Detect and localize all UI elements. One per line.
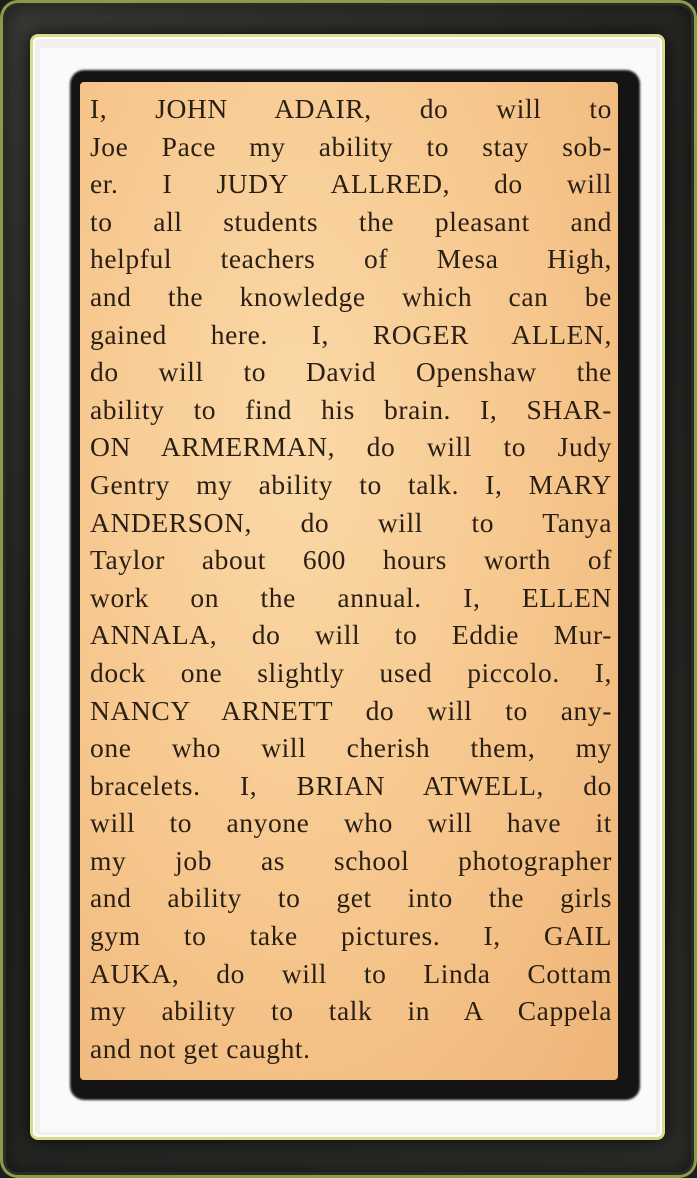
- text-line: AUKA, do will to Linda Cottam: [90, 957, 612, 989]
- text-line: ANNALA, do will to Eddie Mur-: [90, 619, 612, 651]
- text-line: Taylor about 600 hours worth of: [90, 544, 612, 576]
- text-line: dock one slightly used piccolo. I,: [90, 656, 612, 688]
- clipping-text: [90, 90, 612, 1067]
- text-line: ANDERSON, do will to Tanya: [90, 506, 612, 538]
- text-line: bracelets. I, BRIAN ATWELL, do: [90, 769, 612, 801]
- text-line: will to anyone who will have it: [90, 807, 612, 839]
- text-line: Gentry my ability to talk. I, MARY: [90, 468, 612, 500]
- text-line: er. I JUDY ALLRED, do will: [90, 168, 612, 200]
- text-line: my job as school photographer: [90, 844, 612, 876]
- text-line: gained here. I, ROGER ALLEN,: [90, 318, 612, 350]
- text-line: ON ARMERMAN, do will to Judy: [90, 431, 612, 463]
- text-line: work on the annual. I, ELLEN: [90, 581, 612, 613]
- text-line: helpful teachers of Mesa High,: [90, 243, 612, 275]
- text-line: NANCY ARNETT do will to any-: [90, 694, 612, 726]
- text-line: gym to take pictures. I, GAIL: [90, 920, 612, 952]
- text-line: and not get caught.: [90, 1032, 311, 1064]
- text-line: one who will cherish them, my: [90, 732, 612, 764]
- newspaper-clipping: [80, 82, 618, 1080]
- text-line: I, JOHN ADAIR, do will to: [90, 93, 612, 124]
- text-line: do will to David Openshaw the: [90, 356, 612, 388]
- text-line: to all students the pleasant and: [90, 205, 612, 237]
- text-line: and the knowledge which can be: [90, 280, 612, 312]
- text-line: and ability to get into the girls: [90, 882, 612, 914]
- text-line: my ability to talk in A Cappela: [90, 995, 612, 1027]
- text-line: ability to find his brain. I, SHAR-: [90, 393, 612, 425]
- text-line: Joe Pace my ability to stay sob-: [90, 130, 612, 162]
